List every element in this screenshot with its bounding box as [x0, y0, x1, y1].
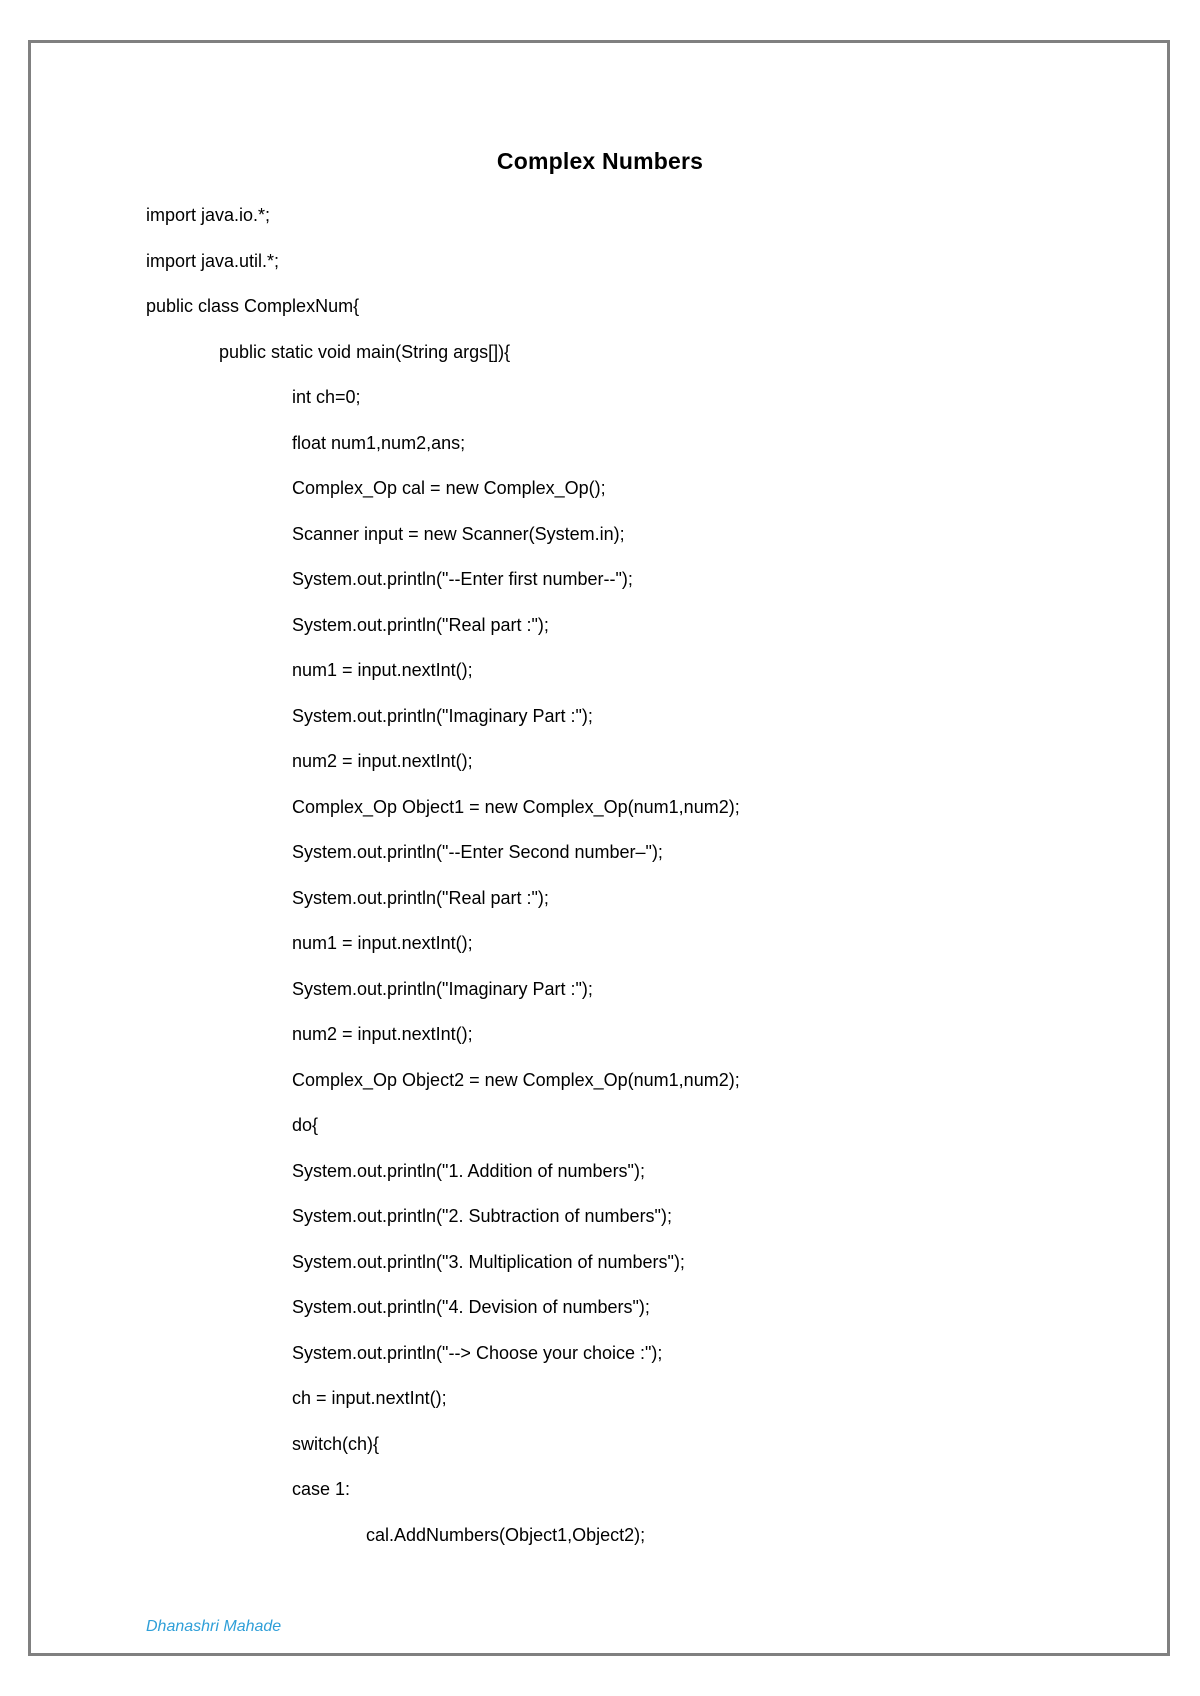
code-line: import java.util.*;	[146, 251, 280, 271]
code-line: System.out.println("Imaginary Part :");	[292, 706, 593, 726]
code-line: num2 = input.nextInt();	[292, 1024, 473, 1044]
code-line: System.out.println("2. Subtraction of numbers");	[292, 1206, 672, 1226]
code-line: do{	[292, 1115, 319, 1135]
code-line: ch = input.nextInt();	[292, 1388, 447, 1408]
code-line: import java.io.*;	[146, 205, 271, 225]
code-line: Complex_Op cal = new Complex_Op();	[292, 478, 606, 498]
code-line: float num1,num2,ans;	[292, 433, 466, 453]
code-line: System.out.println("Imaginary Part :");	[292, 979, 593, 999]
code-line: num1 = input.nextInt();	[292, 933, 473, 953]
code-line: switch(ch){	[292, 1434, 380, 1454]
code-line: num2 = input.nextInt();	[292, 751, 473, 771]
code-line: System.out.println("Real part :");	[292, 888, 549, 908]
code-line: Complex_Op Object2 = new Complex_Op(num1,num2);	[292, 1070, 740, 1090]
code-line: System.out.println("--> Choose your choice :");	[292, 1343, 663, 1363]
code-line: Scanner input = new Scanner(System.in);	[292, 524, 625, 544]
code-line: public static void main(String args[]){	[219, 342, 511, 362]
code-line: System.out.println("--Enter first number--");	[292, 569, 633, 589]
code-line: public class ComplexNum{	[146, 296, 360, 316]
code-line: System.out.println("Real part :");	[292, 615, 549, 635]
code-line: System.out.println("1. Addition of numbers");	[292, 1161, 645, 1181]
code-line: System.out.println("--Enter Second number–");	[292, 842, 663, 862]
code-line: case 1:	[292, 1479, 351, 1499]
code-line: int ch=0;	[292, 387, 361, 407]
code-line: Complex_Op Object1 = new Complex_Op(num1,num2);	[292, 797, 740, 817]
code-line: cal.AddNumbers(Object1,Object2);	[366, 1525, 646, 1545]
code-line: num1 = input.nextInt();	[292, 660, 473, 680]
code-line: System.out.println("4. Devision of numbers");	[292, 1297, 650, 1317]
document-title: Complex Numbers	[496, 148, 704, 174]
code-line: System.out.println("3. Multiplication of numbers");	[292, 1252, 685, 1272]
footer-author: Dhanashri Mahade	[146, 1618, 282, 1635]
